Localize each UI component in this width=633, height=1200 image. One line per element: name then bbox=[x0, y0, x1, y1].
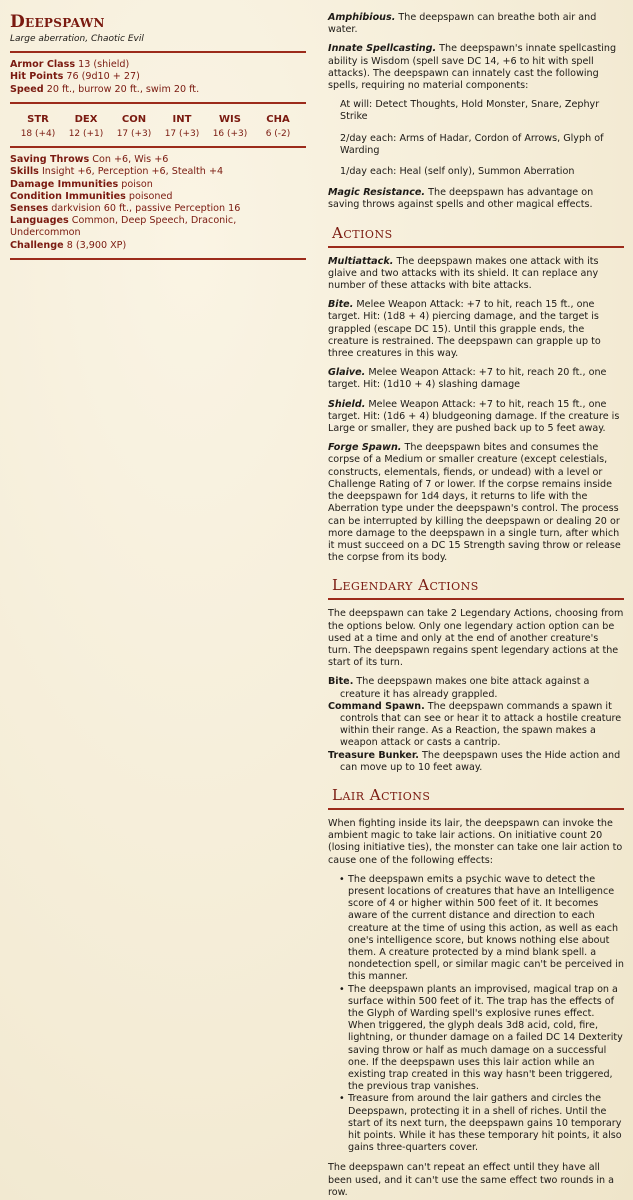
languages: Languages Common, Deep Speech, Draconic, Undercommon bbox=[10, 215, 237, 239]
divider bbox=[10, 51, 306, 53]
speed: Speed 20 ft., burrow 20 ft., swim 20 ft. bbox=[10, 83, 200, 95]
spells-one-per-day: 1/day each: Heal (self only), Summon Aberration bbox=[340, 166, 575, 178]
condition-immunities: Condition Immunities poisoned bbox=[10, 190, 173, 202]
spells-two-per-day: 2/day each: Arms of Hadar, Cordon of Arrows, Glyph of Warding bbox=[340, 132, 604, 156]
lair-actions-heading: Lair Actions bbox=[328, 786, 624, 810]
statblock-right-column bbox=[328, 12, 624, 1200]
legendary-bite: Bite. The deepspawn makes one bite attack against a creature it has already grappled. bbox=[328, 676, 590, 700]
action-bite: Bite. Melee Weapon Attack: +7 to hit, reach 15 ft., one target. Hit: (1d8 + 4) piercing damage, and the target is grappled (escape DC 15). Until this grapple ends, the creature is restrained. The deepspawn can grapple up to three creatures in this way. bbox=[328, 299, 601, 360]
saving-throws: Saving Throws Con +6, Wis +6 bbox=[10, 154, 169, 166]
trait-amphibious: Amphibious. The deepspawn can breathe both air and water. bbox=[328, 12, 597, 36]
legendary-command-spawn: Command Spawn. The deepspawn commands a spawn it controls that can see or hear it to attack a hostile creature within their range. As a Reaction, the spawn makes a weapon attack or casts a cantrip. bbox=[328, 700, 622, 749]
ability-dex: DEX 12 (+1) bbox=[68, 113, 104, 140]
monster-type: Large aberration, Chaotic Evil bbox=[10, 34, 144, 44]
action-forge-spawn: Forge Spawn. The deepspawn bites and consumes the corpse of a Medium or smaller creature (except celestials, constructs, elementals, fiends, or undead) with a level or Challenge Rating of 7 or lower. If the corpse remains inside the deepspawn for 1d4 days, it returns to life with the Aberration type under the deepspawn's control. The process can be interrupted by killing the deepspawn or dealing 20 or more damage to the deepspawn in a single turn, after which it must succeed on a DC 15 Strength saving throw or release the corpse from its body. bbox=[328, 442, 621, 564]
legendary-list bbox=[328, 676, 624, 774]
legendary-intro: The deepspawn can take 2 Legendary Actions, choosing from the options below. Only one legendary action option can be used at a time and only at the end of another creature's turn. The deepspawn regains spent legendary actions at the start of its turn. bbox=[328, 608, 624, 669]
legendary-treasure-bunker: Treasure Bunker. The deepspawn uses the Hide action and can move up to 10 feet away. bbox=[328, 749, 621, 773]
ability-scores bbox=[10, 110, 306, 140]
action-glaive: Glaive. Melee Weapon Attack: +7 to hit, reach 20 ft., one target. Hit: (1d10 + 4) slashing damage bbox=[328, 367, 607, 391]
ability-cha: CHA 6 (-2) bbox=[265, 113, 291, 140]
damage-immunities: Damage Immunities poison bbox=[10, 178, 153, 190]
core-stats bbox=[10, 59, 306, 96]
trait-magic-resistance: Magic Resistance. The deepspawn has advantage on saving throws against spells and other magical effects. bbox=[328, 187, 594, 211]
legendary-actions-heading: Legendary Actions bbox=[328, 576, 624, 600]
armor-class: Armor Class 13 (shield) bbox=[10, 59, 130, 71]
senses: Senses darkvision 60 ft., passive Perception 16 bbox=[10, 203, 241, 215]
list-item: • The deepspawn plants an improvised, magical trap on a surface within 500 feet of it. The trap has the effects of the Glyph of Warding spell's explosive runes effect. When triggered, the glyph deals 3d8 acid, cold, fire, lightning, or thunder damage on a failed DC 14 Dexterity saving throw or half as much damage on a successful one. If the deepspawn uses this lair action while an existing trap created in this way hasn't been triggered, the previous trap vanishes. bbox=[348, 984, 624, 1094]
lair-outro: The deepspawn can't repeat an effect until they have all been used, and it can't use the same effect two rounds in a row. bbox=[328, 1162, 615, 1198]
ability-wis: WIS 16 (+3) bbox=[212, 113, 248, 140]
divider bbox=[10, 146, 306, 148]
actions-heading: Actions bbox=[328, 224, 624, 248]
list-item: • Treasure from around the lair gathers and circles the Deepspawn, protecting it in a shell of riches. Until the start of its next turn, the deepspawn gains 10 temporary hit points. While it has these temporary hit points, it also gains three-quarters cover. bbox=[348, 1093, 624, 1154]
action-shield: Shield. Melee Weapon Attack: +7 to hit, reach 15 ft., one target. Hit: (1d6 + 4) bludgeoning damage. If the creature is Large or smaller, they are pushed back up to 5 feet away. bbox=[328, 398, 620, 435]
ability-str: STR 18 (+4) bbox=[20, 113, 56, 140]
trait-spellcasting: Innate Spellcasting. The deepspawn's innate spellcasting ability is Wisdom (spell save DC 14, +6 to hit with spell attacks). The deepspawn can innately cast the following spells, requiring no material components: bbox=[328, 43, 617, 92]
hit-points: Hit Points 76 (9d10 + 27) bbox=[10, 71, 140, 83]
lair-list bbox=[328, 874, 624, 1155]
divider bbox=[10, 258, 306, 260]
list-item: • The deepspawn emits a psychic wave to detect the present locations of creatures that have an Intelligence score of 4 or higher within 500 feet of it. It becomes aware of the current distance and direction to each creature at the time of using this action, as well as each one's intelligence score, but knows nothing else about them. A creature protected by a mind blank spell. a nondetection spell, or similar magic can't be perceived in this manner. bbox=[348, 874, 624, 984]
ability-int: INT 17 (+3) bbox=[164, 113, 200, 140]
statblock-left-column bbox=[10, 12, 306, 266]
details bbox=[10, 154, 306, 252]
ability-con: CON 17 (+3) bbox=[116, 113, 152, 140]
monster-name: Deepspawn bbox=[10, 12, 105, 32]
divider bbox=[10, 102, 306, 104]
lair-intro: When fighting inside its lair, the deepspawn can invoke the ambient magic to take lair actions. On initiative count 20 (losing initiative ties), the monster can take one lair action to cause one of the following effects: bbox=[328, 817, 623, 866]
action-multiattack: Multiattack. The deepspawn makes one attack with its glaive and two attacks with its shield. It can replace any number of these attacks with bite attacks. bbox=[328, 255, 599, 292]
spells-at-will: At will: Detect Thoughts, Hold Monster, Snare, Zephyr Strike bbox=[340, 99, 600, 123]
challenge: Challenge 8 (3,900 XP) bbox=[10, 239, 127, 251]
skills: Skills Insight +6, Perception +6, Stealth +4 bbox=[10, 166, 224, 178]
